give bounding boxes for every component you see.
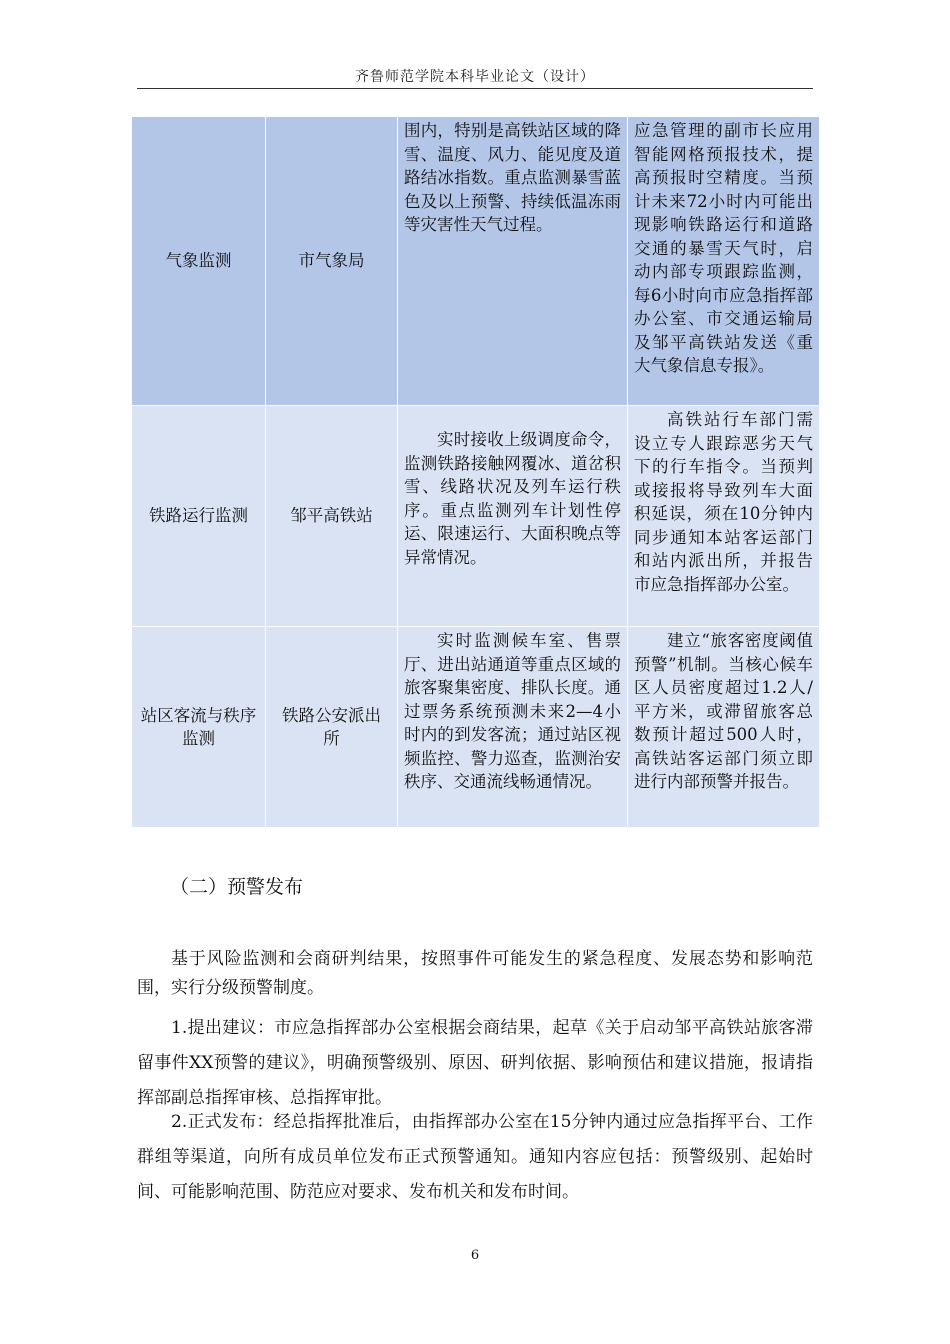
body-paragraph: 1.提出建议：市应急指挥部办公室根据会商结果，起草《关于启动邹平高铁站旅客滞留事件XX预警的建议》，明确预警级别、原因、研判依据、影响预估和建议措施，报请指挥部副总指挥审核、总指挥审批。 — [137, 1018, 813, 1108]
monitoring-table — [131, 116, 820, 828]
monitor-item-cell: 铁路运行监测 — [132, 406, 266, 627]
body-paragraph: 2.正式发布：经总指挥批准后，由指挥部办公室在15分钟内通过应急指挥平台、工作群组等渠道，向所有成员单位发布正式预警通知。通知内容应包括：预警级别、起始时间、可能影响范围、防范应对要求、发布机关和发布时间。 — [137, 1112, 813, 1202]
body-paragraph: 基于风险监测和会商研判结果，按照事件可能发生的紧急程度、发展态势和影响范围，实行分级预警制度。 — [137, 949, 813, 998]
table-row — [132, 406, 820, 627]
monitor-content-cell: 围内，特别是高铁站区域的降雪、温度、风力、能见度及道路结冰指数。重点监测暴雪蓝色及以上预警、持续低温冻雨等灾害性天气过程。 — [398, 117, 628, 406]
page-header-title: 齐鲁师范学院本科毕业论文（设计） — [355, 69, 595, 85]
table-row — [132, 117, 820, 406]
page-number: 6 — [470, 1248, 480, 1263]
table-row — [132, 627, 820, 828]
responsible-dept-cell: 邹平高铁站 — [266, 406, 398, 627]
section-heading: （二）预警发布 — [170, 876, 304, 898]
responsible-dept-cell: 市气象局 — [266, 117, 398, 406]
monitor-content-cell: 实时监测候车室、售票厅、进出站通道等重点区域的旅客聚集密度、排队长度。通过票务系统预测未来2—4小时内的到发客流；通过站区视频监控、警力巡查，监测治安秩序、交通流线畅通情况。 — [398, 627, 628, 828]
header-rule — [137, 88, 813, 89]
monitor-measure-cell: 高铁站行车部门需设立专人跟踪恶劣天气下的行车指令。当预判或接报将导致列车大面积延误，须在10分钟内同步通知本站客运部门和站内派出所，并报告市应急指挥部办公室。 — [628, 406, 820, 627]
monitor-content-cell: 实时接收上级调度命令，监测铁路接触网覆冰、道岔积雪、线路状况及列车运行秩序。重点监测列车计划性停运、限速运行、大面积晚点等异常情况。 — [398, 406, 628, 627]
responsible-dept-cell: 铁路公安派出所 — [266, 627, 398, 828]
monitor-measure-cell: 应急管理的副市长应用智能网格预报技术，提高预报时空精度。当预计未来72小时内可能出现影响铁路运行和道路交通的暴雪天气时，启动内部专项跟踪监测，每6小时向市应急指挥部办公室、市交通运输局及邹平高铁站发送《重大气象信息专报》。 — [628, 117, 820, 406]
monitor-item-cell: 站区客流与秩序监测 — [132, 627, 266, 828]
monitor-item-cell: 气象监测 — [132, 117, 266, 406]
monitor-measure-cell: 建立“旅客密度阈值预警”机制。当核心候车区人员密度超过1.2人/平方米，或滞留旅客总数预计超过500人时，高铁站客运部门须立即进行内部预警并报告。 — [628, 627, 820, 828]
